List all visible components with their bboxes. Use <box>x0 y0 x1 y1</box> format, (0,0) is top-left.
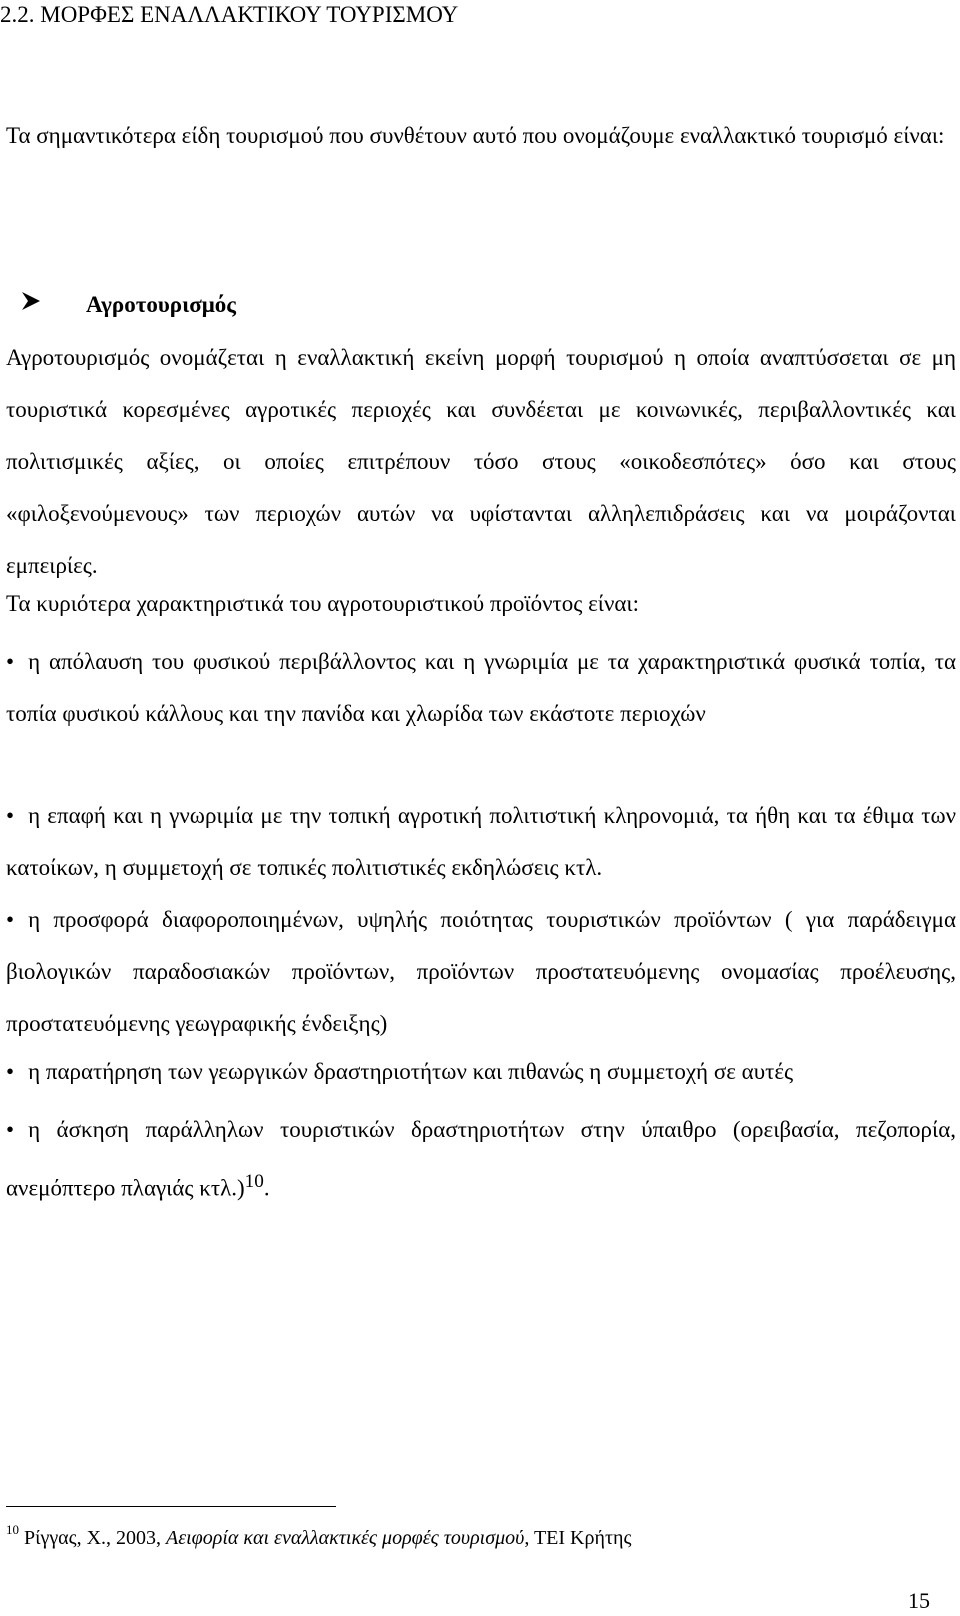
list-item <box>6 1104 956 1215</box>
bullet-icon: • <box>6 907 15 932</box>
features-intro: Τα κυριότερα χαρακτηριστικά του αγροτουριστικού προϊόντος είναι: <box>6 591 639 616</box>
footnote-divider <box>6 1506 336 1507</box>
bullet-icon: • <box>6 1059 15 1084</box>
list-item-end: . <box>263 1175 270 1201</box>
definition-paragraph: Αγροτουρισμός ονομάζεται η εναλλακτική εκείνη μορφή τουρισμού η οποία αναπτύσσεται σε μη τουριστικά κορεσμένες αγροτικές περιοχές και συνδέεται με κοινωνικές, περιβαλλοντικές και πολιτισμικές αξίες, οι οποίες επιτρέπουν τόσο στους «οικοδεσπότες» όσο και στους «φιλοξενούμενους» των περιοχών αυτών να υφίστανται αλληλεπιδράσεις και να μοιράζονται εμπειρίες. <box>6 345 956 578</box>
bullet-icon: • <box>6 1117 15 1142</box>
list-item-text: η άσκηση παράλληλων τουριστικών δραστηριοτήτων στην ύπαιθρο (ορειβασία, πεζοπορία, ανεμόπτερο πλαγιάς κτλ.) <box>6 1117 956 1201</box>
bullet-icon: • <box>6 803 15 828</box>
footnote <box>6 1522 632 1551</box>
list-item <box>6 894 956 1050</box>
arrowhead-bullet-icon <box>20 290 50 320</box>
list-item-text: η παρατήρηση των γεωργικών δραστηριοτήτων και πιθανώς η συμμετοχή σε αυτές <box>28 1059 794 1084</box>
list-item-text: η επαφή και η γνωριμία με την τοπική αγροτική πολιτιστική κληρονομιά, τα ήθη και τα έθιμα των κατοίκων, η συμμετοχή σε τοπικές πολιτιστικές εκδηλώσεις κτλ. <box>6 803 956 880</box>
section-heading: 2.2. ΜΟΡΦΕΣ ΕΝΑΛΛΑΚΤΙΚΟΥ ΤΟΥΡΙΣΜΟΥ <box>0 2 459 27</box>
footnote-number: 10 <box>6 1522 19 1537</box>
list-item-text: η απόλαυση του φυσικού περιβάλλοντος και η γνωριμία με τα χαρακτηριστικά φυσικά τοπία, τα τοπία φυσικού κάλλους και την πανίδα και χλωρίδα των εκάστοτε περιοχών <box>6 649 956 726</box>
subsection-title <box>20 290 236 320</box>
list-item <box>6 636 956 740</box>
footnote-publisher: , ΤΕΙ Κρήτης <box>524 1527 632 1549</box>
bullet-icon: • <box>6 649 15 674</box>
intro-paragraph: Τα σημαντικότερα είδη τουρισμού που συνθέτουν αυτό που ονομάζουμε εναλλακτικό τουρισμό είναι: <box>6 123 945 148</box>
footnote-title: Αειφορία και εναλλακτικές μορφές τουρισμού <box>166 1527 525 1549</box>
list-item <box>6 1046 956 1098</box>
footnote-reference: 10 <box>244 1171 264 1192</box>
page-number: 15 <box>908 1588 930 1613</box>
subsection-title-text: Αγροτουρισμός <box>86 292 236 317</box>
list-item-text: η προσφορά διαφοροποιημένων, υψηλής ποιότητας τουριστικών προϊόντων ( για παράδειγμα βιολογικών παραδοσιακών προϊόντων, προϊόντων προστατευόμενης ονομασίας προέλευσης, προστατευόμενης γεωγραφικής ένδειξης) <box>6 907 956 1036</box>
footnote-author: Ρίγγας, Χ., 2003, <box>19 1527 167 1549</box>
list-item <box>6 790 956 894</box>
